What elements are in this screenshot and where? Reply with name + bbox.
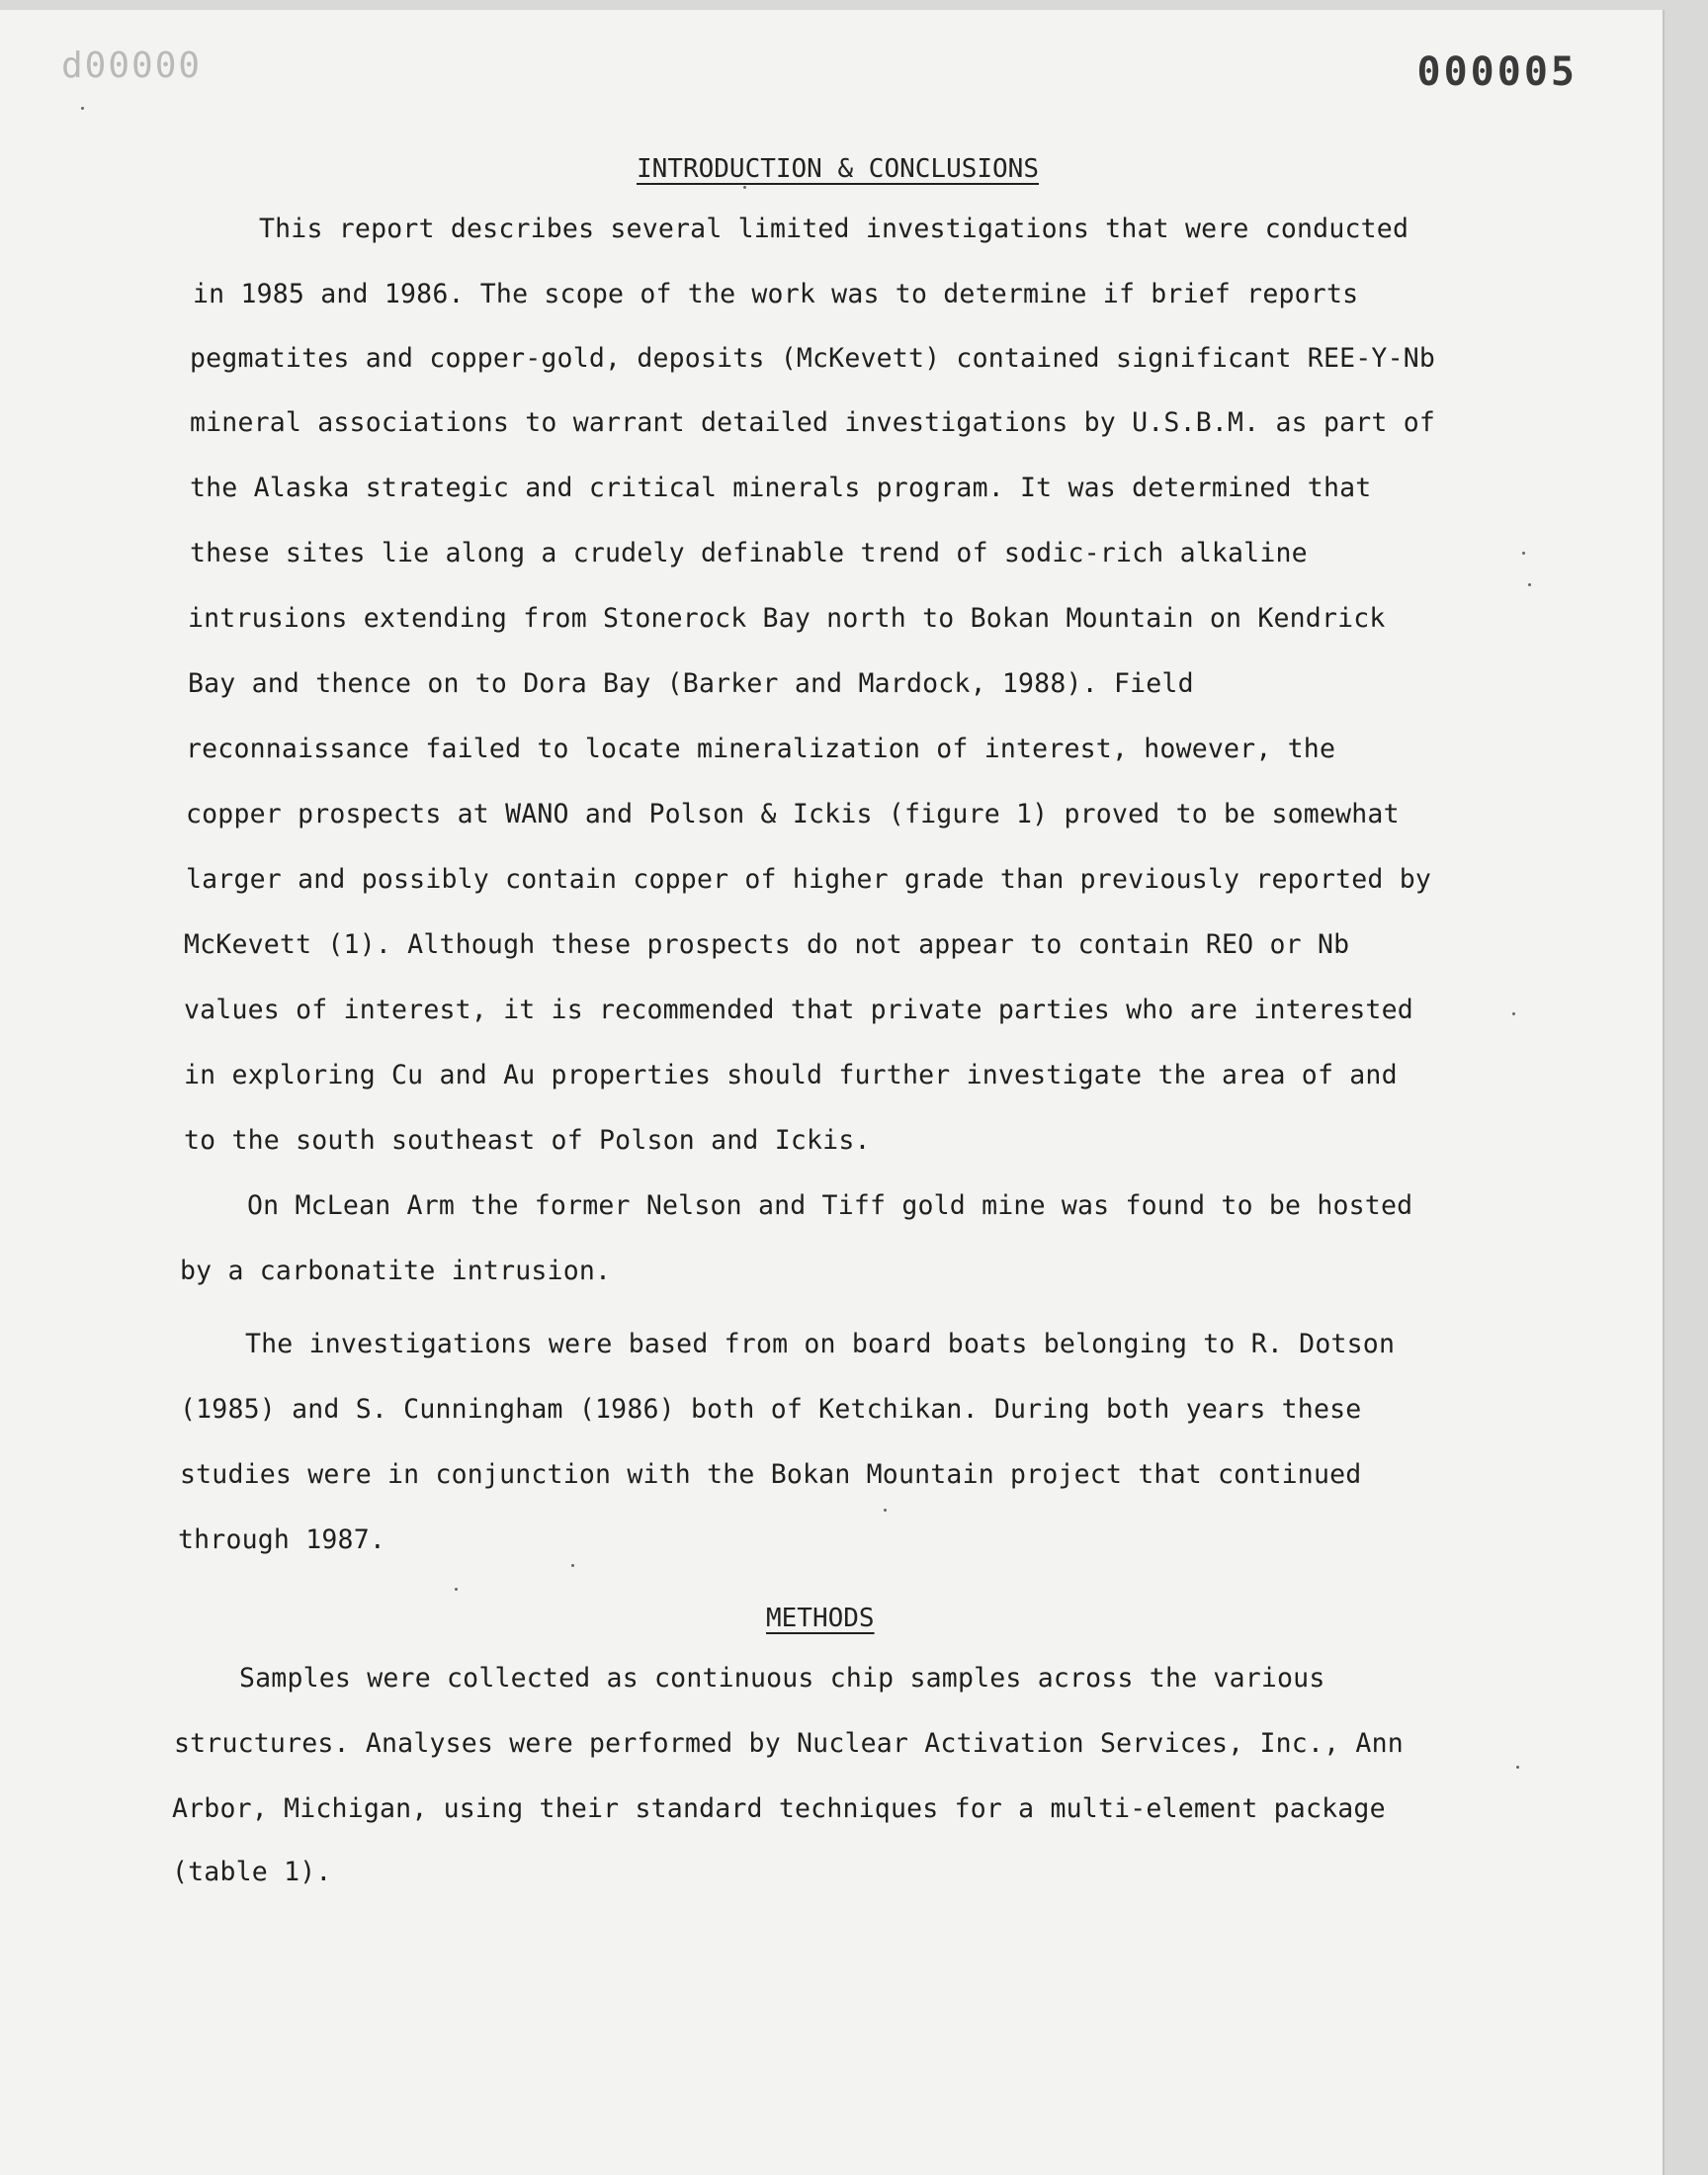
text-line: (table 1). xyxy=(172,1857,332,1887)
text-line: McKevett (1). Although these prospects do not appear to contain REO or Nb xyxy=(184,929,1350,960)
scan-speck xyxy=(1522,552,1525,555)
scan-speck xyxy=(884,1509,887,1512)
text-line: to the south southeast of Polson and Ickis. xyxy=(184,1125,871,1156)
text-line: through 1987. xyxy=(178,1524,386,1555)
text-line: these sites lie along a crudely definable trend of sodic-rich alkaline xyxy=(190,538,1308,568)
text-line: larger and possibly contain copper of higher grade than previously reported by xyxy=(186,864,1432,895)
scan-speck xyxy=(455,1588,458,1591)
text-line: mineral associations to warrant detailed investigations by U.S.B.M. as part of xyxy=(190,407,1436,438)
text-line: intrusions extending from Stonerock Bay north to Bokan Mountain on Kendrick xyxy=(188,603,1386,634)
text-line: This report describes several limited investigations that were conducted xyxy=(259,214,1409,244)
text-line: The investigations were based from on board boats belonging to R. Dotson xyxy=(245,1329,1396,1359)
text-line: copper prospects at WANO and Polson & Ickis (figure 1) proved to be somewhat xyxy=(186,799,1400,829)
text-line: Samples were collected as continuous chip samples across the various xyxy=(239,1663,1325,1694)
scan-speck xyxy=(743,186,746,189)
page-stamp-faint: d00000 xyxy=(61,45,203,86)
scan-speck xyxy=(571,1564,574,1567)
text-line: studies were in conjunction with the Bokan Mountain project that continued xyxy=(180,1459,1362,1490)
text-line: by a carbonatite intrusion. xyxy=(180,1256,612,1286)
scan-speck xyxy=(81,107,84,110)
text-line: Bay and thence on to Dora Bay (Barker and Mardock, 1988). Field xyxy=(188,668,1194,699)
text-line: On McLean Arm the former Nelson and Tiff gold mine was found to be hosted xyxy=(247,1190,1413,1221)
document-page xyxy=(0,10,1665,2175)
text-line: the Alaska strategic and critical minerals program. It was determined that xyxy=(190,473,1372,503)
scan-speck xyxy=(1512,1012,1515,1015)
scan-speck xyxy=(1528,583,1531,586)
text-line: reconnaissance failed to locate mineralization of interest, however, the xyxy=(186,734,1336,764)
scan-speck xyxy=(1516,1766,1519,1769)
text-line: values of interest, it is recommended that private parties who are interested xyxy=(184,995,1413,1025)
page-number-stamp: 000005 xyxy=(1416,49,1578,95)
text-line: in 1985 and 1986. The scope of the work was to determine if brief reports xyxy=(193,279,1359,309)
text-line: structures. Analyses were performed by Nuclear Activation Services, Inc., Ann xyxy=(174,1728,1404,1759)
text-line: pegmatites and copper-gold, deposits (McKevett) contained significant REE-Y-Nb xyxy=(190,343,1436,374)
intro-heading: INTRODUCTION & CONCLUSIONS xyxy=(637,154,1039,184)
text-line: Arbor, Michigan, using their standard techniques for a multi-element package xyxy=(172,1793,1386,1824)
methods-heading: METHODS xyxy=(766,1604,875,1633)
text-line: in exploring Cu and Au properties should further investigate the area of and xyxy=(184,1060,1398,1090)
text-line: (1985) and S. Cunningham (1986) both of Ketchikan. During both years these xyxy=(180,1394,1362,1425)
